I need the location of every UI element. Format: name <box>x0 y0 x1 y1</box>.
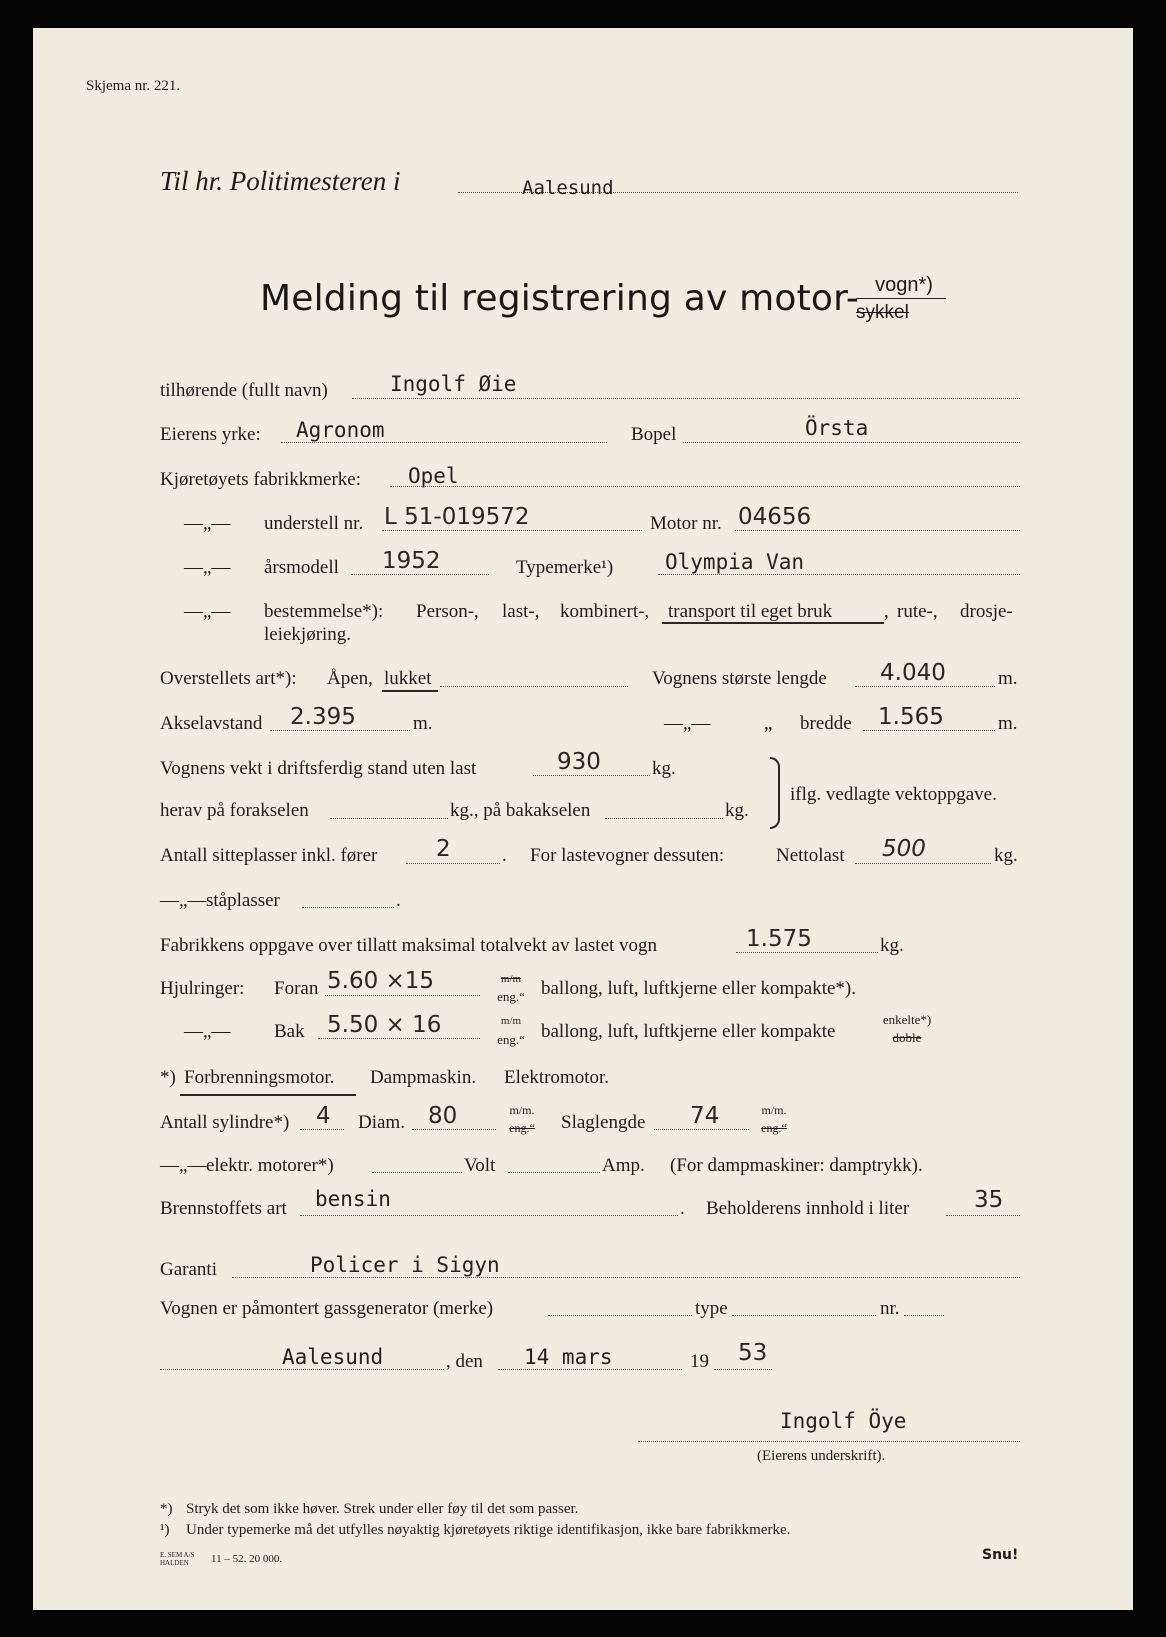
date-year: 53 <box>738 1340 768 1366</box>
make-label: Kjøretøyets fabrikkmerke: <box>160 469 362 490</box>
axle-line <box>270 730 410 731</box>
width-value: 1.565 <box>878 704 944 730</box>
diameter-unit-mm: m/m. <box>509 1103 535 1117</box>
seats-value: 2 <box>436 836 451 862</box>
standing-label: ståplasser <box>206 890 280 911</box>
weight-line <box>533 775 650 776</box>
year-label: årsmodell <box>264 557 339 578</box>
turn-over-note: Snu! <box>982 1547 1019 1563</box>
purpose-option-taxi: drosje- <box>960 601 1013 622</box>
fuel-value: bensin <box>315 1187 391 1211</box>
date-day-month: 14 mars <box>524 1345 613 1369</box>
ditto-mark: —„— <box>160 1155 207 1176</box>
diameter-label: Diam. <box>358 1112 405 1133</box>
purpose-option-cargo: last-, <box>502 601 540 622</box>
guarantee-line <box>232 1277 1020 1278</box>
residence-label: Bopel <box>631 424 677 445</box>
stroke-unit-eng: eng.“ <box>761 1121 787 1135</box>
front-tire-value: 5.60 ×15 <box>327 968 435 994</box>
place-line <box>160 1369 444 1370</box>
axle-value: 2.395 <box>290 704 356 730</box>
type-line <box>658 574 1020 575</box>
body-open: Åpen, <box>327 668 373 689</box>
footnote-mark-1: *) <box>160 1501 173 1517</box>
title-fraction-line <box>856 298 946 299</box>
year-line <box>714 1369 772 1370</box>
length-value: 4.040 <box>880 660 946 686</box>
gas-type-label: type <box>695 1298 728 1319</box>
purpose-option-route: rute-, <box>897 601 938 622</box>
rear-tire-unit-mm: m/m <box>500 1015 522 1027</box>
purpose-option-own-transport: transport til eget bruk <box>668 601 833 622</box>
fuel-line <box>300 1215 678 1216</box>
diameter-unit-eng: eng.“ <box>509 1121 535 1135</box>
residence-value: Örsta <box>805 416 869 440</box>
fuel-period: . <box>680 1198 685 1219</box>
footnote-2: Under typemerke må det utfylles nøyaktig kjøretøyets riktige identifikasjon, ikke bare fabrikkmerke. <box>186 1522 791 1538</box>
fuel-label: Brennstoffets art <box>160 1198 287 1219</box>
signature-caption: (Eierens underskrift). <box>757 1448 886 1464</box>
purpose-label: bestemmelse*): <box>264 601 384 622</box>
truck-label: For lastevogner dessuten: <box>530 845 725 866</box>
addressee-label: Til hr. Politimesteren i <box>160 166 401 196</box>
chassis-value: L 51-019572 <box>384 504 530 530</box>
front-axle-line <box>330 818 448 819</box>
diameter-value: 80 <box>428 1103 458 1129</box>
ditto-mark: —„— <box>184 601 231 622</box>
owner-signature: Ingolf Öye <box>780 1409 907 1433</box>
rear-axle-unit: kg. <box>725 800 749 821</box>
gas-type-line <box>732 1315 876 1316</box>
occupation-label: Eierens yrke: <box>160 424 261 445</box>
signature-line <box>638 1441 1020 1442</box>
engine-type-underline <box>180 1094 356 1096</box>
chassis-line <box>382 530 642 531</box>
engine-type-steam: Dampmaskin. <box>370 1067 477 1088</box>
date-century: 19 <box>690 1351 709 1372</box>
purpose-option-combined: kombinert-, <box>560 601 650 622</box>
net-load-value: 500 <box>882 836 926 862</box>
addressee-value: Aalesund <box>522 177 614 199</box>
front-tire-unit-mm: m/m <box>500 973 522 985</box>
purpose-line2: leiekjøring. <box>264 624 352 645</box>
engine-types-prefix: *) <box>160 1067 176 1088</box>
front-axle-label: herav på forakselen <box>160 800 309 821</box>
standing-line <box>302 907 394 908</box>
width-line <box>863 730 995 731</box>
stroke-value: 74 <box>690 1103 720 1129</box>
ditto-mark: —„— <box>184 513 231 534</box>
weight-unit: kg. <box>652 758 676 779</box>
rear-axle-line <box>605 818 723 819</box>
axle-unit: m. <box>413 713 433 734</box>
cylinders-value: 4 <box>316 1103 331 1129</box>
rear-tire-single-option: enkelte*) <box>882 1012 932 1027</box>
occupation-line <box>281 442 607 443</box>
ditto-mark: —„— <box>160 890 207 911</box>
owner-name: Ingolf Øie <box>390 372 517 396</box>
engine-type-combustion: Forbrenningsmotor. <box>184 1067 335 1088</box>
title-cycle-option-struck: sykkel <box>856 302 909 323</box>
footnote-1: Stryk det som ikke høver. Strek under eller føy til det som passer. <box>186 1501 579 1517</box>
electric-line <box>372 1172 462 1173</box>
volt-label: Volt <box>464 1155 496 1176</box>
electric-label: elektr. motorer*) <box>206 1155 334 1176</box>
make-line <box>390 486 1020 487</box>
body-line <box>440 686 628 687</box>
front-tire-unit-eng: eng.“ <box>497 989 525 1004</box>
tank-line <box>946 1215 1020 1216</box>
rear-tire-line <box>318 1038 480 1039</box>
year-line <box>351 574 489 575</box>
width-label: bredde <box>800 713 852 734</box>
date-place: Aalesund <box>282 1345 384 1369</box>
seats-period: . <box>502 845 507 866</box>
amp-label: Amp. <box>602 1155 645 1176</box>
max-weight-line <box>736 952 878 953</box>
cylinders-line <box>300 1129 344 1130</box>
engine-type-electric: Elektromotor. <box>504 1067 610 1088</box>
form-title: Melding til registrering av motor- <box>260 278 860 319</box>
width-quote-mark: „ <box>764 713 773 734</box>
weight-brace <box>770 757 780 829</box>
body-closed: lukket <box>384 668 432 689</box>
net-load-unit: kg. <box>994 845 1018 866</box>
stroke-line <box>654 1129 749 1130</box>
tank-label: Beholderens innhold i liter <box>706 1198 910 1219</box>
width-unit: m. <box>998 713 1018 734</box>
volt-line <box>508 1172 600 1173</box>
gas-generator-label: Vognen er påmontert gassgenerator (merke) <box>160 1298 494 1319</box>
rear-tire-value: 5.50 × 16 <box>327 1012 442 1038</box>
gas-generator-line <box>548 1315 692 1316</box>
net-load-label: Nettolast <box>776 845 845 866</box>
max-weight-label: Fabrikkens oppgave over tillatt maksimal totalvekt av lastet vogn <box>160 935 658 956</box>
body-label: Overstellets art*): <box>160 668 297 689</box>
guarantee-value: Policer i Sigyn <box>310 1253 500 1277</box>
weight-label: Vognens vekt i driftsferdig stand uten last <box>160 758 477 779</box>
date-den-label: , den <box>446 1351 483 1372</box>
standing-period: . <box>396 890 401 911</box>
type-value: Olympia Van <box>665 550 805 574</box>
owner-line <box>352 398 1020 399</box>
seats-line <box>406 863 500 864</box>
guarantee-label: Garanti <box>160 1259 217 1280</box>
weight-note: iflg. vedlagte vektoppgave. <box>790 784 997 805</box>
length-label: Vognens største lengde <box>652 668 827 689</box>
weight-value: 930 <box>557 749 601 775</box>
cylinders-label: Antall sylindre*) <box>160 1112 290 1133</box>
axle-label: Akselavstand <box>160 713 263 734</box>
tank-value: 35 <box>974 1187 1004 1213</box>
occupation-value: Agronom <box>296 418 385 442</box>
rear-tire-label: Bak <box>274 1021 305 1042</box>
ditto-mark: —„— <box>184 1021 231 1042</box>
gas-nr-label: nr. <box>880 1298 900 1319</box>
day-month-line <box>498 1369 682 1370</box>
rear-tire-double-option: doble <box>892 1030 922 1045</box>
purpose-comma: , <box>884 601 889 622</box>
steam-pressure-note: (For dampmaskiner: damptrykk). <box>670 1155 923 1176</box>
diameter-line <box>412 1129 496 1130</box>
stroke-label: Slaglengde <box>561 1112 646 1133</box>
form-number: Skjema nr. 221. <box>86 78 181 94</box>
type-label: Typemerke¹) <box>516 557 614 578</box>
year-value: 1952 <box>382 548 441 574</box>
ditto-mark: —„— <box>664 713 711 734</box>
body-closed-underline <box>382 690 438 692</box>
rear-axle-label: kg., på bakakselen <box>450 800 591 821</box>
motor-value: 04656 <box>738 504 812 530</box>
printer-name: E. SEM A/S <box>160 1551 195 1559</box>
net-load-line <box>855 863 991 864</box>
motor-line <box>735 530 1020 531</box>
residence-line <box>683 442 1020 443</box>
purpose-option-person: Person-, <box>416 601 479 622</box>
gas-nr-line <box>904 1315 944 1316</box>
front-tire-label: Foran <box>274 978 319 999</box>
print-edition: 11 – 52. 20 000. <box>211 1553 283 1565</box>
chassis-label: understell nr. <box>264 513 364 534</box>
seats-label: Antall sitteplasser inkl. fører <box>160 845 378 866</box>
owner-label: tilhørende (fullt navn) <box>160 380 328 401</box>
rear-tire-types: ballong, luft, luftkjerne eller kompakte <box>541 1021 836 1042</box>
tires-label: Hjulringer: <box>160 978 245 999</box>
printer-city: HALDEN <box>160 1559 189 1567</box>
motor-label: Motor nr. <box>650 513 722 534</box>
make-value: Opel <box>408 464 459 488</box>
stroke-unit-mm: m/m. <box>761 1103 787 1117</box>
rear-tire-unit-eng: eng.“ <box>497 1032 525 1047</box>
front-tire-types: ballong, luft, luftkjerne eller kompakte*). <box>541 978 856 999</box>
purpose-underline <box>662 622 884 624</box>
title-vehicle-option: vogn*) <box>875 274 933 296</box>
length-line <box>855 686 995 687</box>
length-unit: m. <box>998 668 1018 689</box>
front-tire-line <box>325 995 480 996</box>
footnote-mark-2: ¹) <box>160 1522 170 1538</box>
max-weight-unit: kg. <box>880 935 904 956</box>
ditto-mark: —„— <box>184 557 231 578</box>
max-weight-value: 1.575 <box>746 926 812 952</box>
